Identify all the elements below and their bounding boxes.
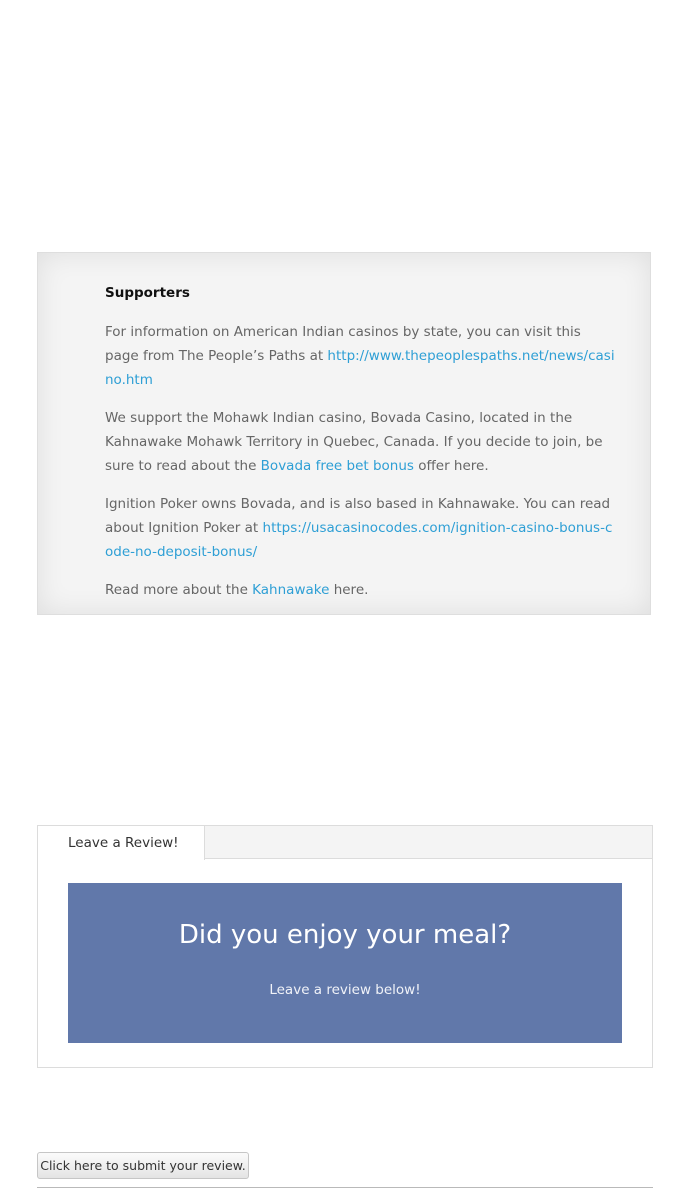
bovada-bonus-link[interactable]: Bovada free bet bonus <box>260 458 414 474</box>
paragraph-text: We support the Mohawk Indian casino, Bovada Casino, located in the Kahnawake Mohawk Territory in Quebec, Canada. If you decide to join, be sure to read about the <box>105 410 603 474</box>
meal-banner <box>68 883 622 1043</box>
supporters-paragraph-3 <box>105 492 615 564</box>
divider <box>37 1187 653 1188</box>
paragraph-text: Ignition Poker owns Bovada, and is also based in Kahnawake. You can read about Ignition Poker at <box>105 496 611 536</box>
kahnawake-link[interactable]: Kahnawake <box>252 582 330 598</box>
review-panel <box>37 825 653 1068</box>
supporters-box <box>37 252 651 615</box>
supporters-paragraph-4 <box>105 578 615 602</box>
supporters-heading: Supporters <box>105 285 190 301</box>
paragraph-text: Read more about the <box>105 582 253 598</box>
supporters-paragraph-1 <box>105 320 615 392</box>
meal-banner-title: Did you enjoy your meal? <box>178 920 512 950</box>
submit-review-button[interactable]: Click here to submit your review. <box>37 1152 249 1179</box>
paragraph-text: here. <box>329 582 369 598</box>
supporters-content <box>105 283 615 616</box>
meal-banner-subtitle: Leave a review below! <box>269 982 421 998</box>
paragraph-text: For information on American Indian casinos by state, you can visit this page from The People’s Paths at <box>105 324 581 364</box>
paragraph-text: offer here. <box>413 458 489 474</box>
peoples-paths-link[interactable]: http://www.thepeoplespaths.net/news/casino.htm <box>105 348 615 388</box>
supporters-paragraph-2 <box>105 406 615 478</box>
ignition-casino-link[interactable]: https://usacasinocodes.com/ignition-casino-bonus-code-no-deposit-bonus/ <box>105 520 613 560</box>
tab-leave-a-review[interactable]: Leave a Review! <box>38 826 205 860</box>
